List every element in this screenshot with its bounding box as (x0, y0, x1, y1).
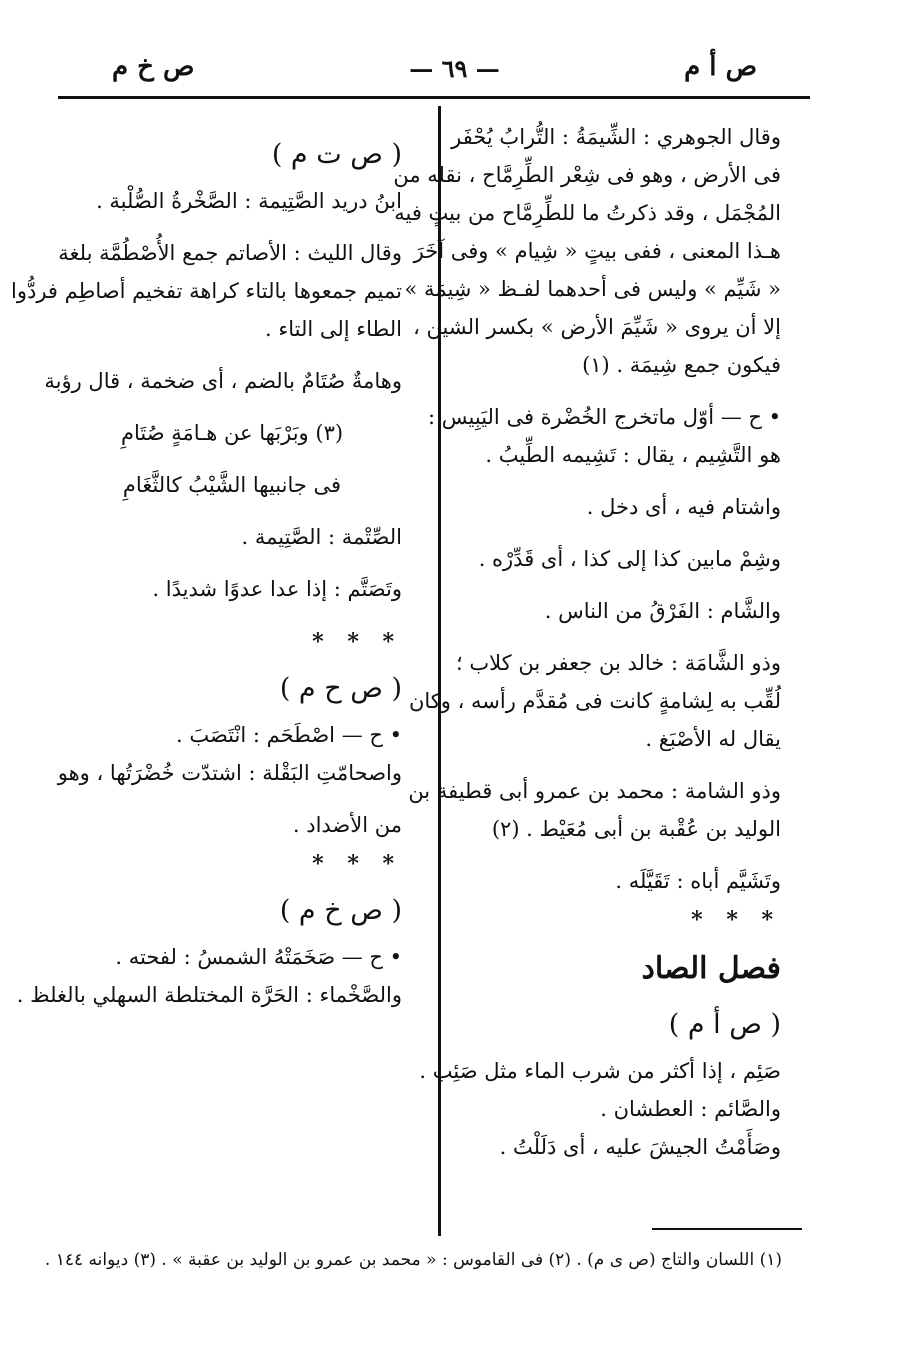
text-line: هـذا المعنى ، ففى بيتٍ « شِيام » وفى آخَرَ (413, 239, 781, 263)
text-line: لُقِّب به لِشامةٍ كانت فى مُقدَّم رأسه ، وكان (408, 689, 781, 713)
text-line: يقال له الأصْبَغ . (645, 727, 781, 751)
text-line: والشَّام : الفَرْقُ من الناس . (544, 599, 781, 623)
text-line: إلا أن يروى « شَيِّمَ الأرض » بكسر الشين ، (413, 315, 781, 339)
text-line: وتَشَيَّم أباه : تَقَيَّلَه . (615, 869, 781, 893)
running-header-left: ص خ م (112, 52, 195, 82)
text-line: الطاء إلى التاء . (264, 317, 402, 341)
section-separator: * * * (312, 851, 402, 877)
footnote-rule (652, 1228, 802, 1230)
text-line: « شَيِّم » وليس فى أحدهما لفـظ « شِيمَة » (404, 277, 781, 301)
text-line: واشتام فيه ، أى دخل . (586, 495, 781, 519)
footnotes: (١) اللسان والتاج (ص ى م) . (٢) فى القاموس : « محمد بن عمرو بن الوليد بن عقبة » . (٣) ديوانه ١٤٤ . (44, 1250, 782, 1270)
header-rule (58, 96, 810, 99)
entry-root-heading: ( ص أ م ) (668, 1009, 781, 1040)
text-line: الوليد بن عُقْبة بن أبى مُعَيْط . (٢) (491, 817, 781, 841)
text-line: وذو الشامة : محمد بن عمرو أبى قطيفة بن (408, 779, 781, 803)
text-line: وذو الشَّامَة : خالد بن جعفر بن كلاب ؛ (456, 651, 781, 675)
section-heading: فصل الصاد (641, 951, 781, 986)
text-line: فى جانبيها الشَّيْبُ كالثَّغَامِ (122, 473, 342, 497)
text-line: الصِّتْمة : الصَّتِيمة . (241, 525, 402, 549)
text-line: صَئِم ، إذا أكثر من شرب الماء مثل صَئِب . (419, 1059, 781, 1083)
text-line: واصحامّتِ البَقْلة : اشتدّت خُضْرَتُها ، وهو (57, 761, 402, 785)
entry-root-heading: ( ص خ م ) (279, 895, 402, 926)
text-line: وتَصَتَّم : إذا عدا عدوًا شديدًا . (152, 577, 402, 601)
text-line: وقال الليث : الأصاتم جمع الأُصْطُمَّة بلغة (58, 241, 402, 265)
text-line: • ح — صَخَمَتْهُ الشمسُ : لفحته . (115, 945, 402, 969)
text-line: وقال الجوهري : الشِّيمَةُ : التُّرابُ يُحْفَر (451, 125, 781, 149)
text-line: والصَّخْماء : الحَرَّة المختلطة السهلي بالغلظ . (16, 983, 402, 1007)
text-line: فيكون جمع شِيمَة . (١) (582, 353, 781, 377)
text-line: تميم جمعوها بالتاء كراهة تفخيم أصاطِم فردُّوا (11, 279, 402, 303)
text-line: وشِمْ مابين كذا إلى كذا ، أى قَدِّرْه . (478, 547, 781, 571)
entry-root-heading: ( ص ح م ) (279, 673, 402, 704)
text-line: • ح — اصْطَحَم : انْتَصَبَ . (175, 723, 402, 747)
text-line: وصَأَمْتُ الجيشَ عليه ، أى دَلَلْتُ . (499, 1135, 781, 1159)
text-line: فى الأرض ، وهو فى شِعْر الطِّرِمَّاح ، نقله من (393, 163, 781, 187)
entry-root-heading: ( ص ت م ) (271, 139, 402, 170)
right-column (393, 118, 781, 1166)
text-line: هو التَّشِيم ، يقال : تَشِيمه الطِّيبُ . (485, 443, 781, 467)
section-separator: * * * (691, 907, 781, 933)
text-line: ابنُ دريد الصَّتِيمة : الصَّخْرةُ الصُّلْبة . (96, 189, 402, 213)
text-line: والصَّائم : العطشان . (600, 1097, 781, 1121)
section-separator: * * * (312, 629, 402, 655)
text-line: وهامةٌ صُتَامٌ بالضم ، أى ضخمة ، قال رؤبة (44, 369, 402, 393)
running-header-right: ص أ م (684, 52, 757, 82)
left-column (11, 128, 402, 1014)
text-line: من الأضداد . (292, 813, 402, 837)
text-line: (٣) وبَرْبَها عن هـامَةٍ صُتَامِ (120, 421, 344, 445)
text-line: المُجْمَل ، وقد ذكرتُ ما للطِّرِمَّاح من بيتٍ فيه (394, 201, 781, 225)
text-line: • ح — أوّل ماتخرج الخُضْرة فى اليَبِيس : (428, 405, 781, 429)
page-number: — ٦٩ — (409, 54, 500, 83)
